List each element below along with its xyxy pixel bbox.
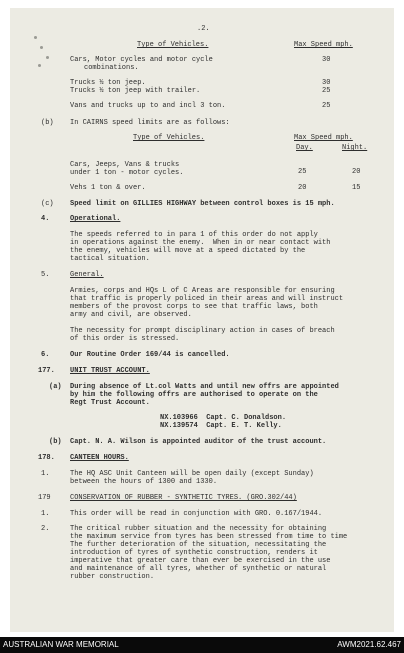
- para-text: Speed limit on GILLIES HIGHWAY between control boxes is 15 mph.: [70, 200, 335, 208]
- section-number: 179: [38, 494, 51, 502]
- section-number: 4.: [41, 215, 50, 223]
- para-text: In CAIRNS speed limits are as follows:: [70, 119, 230, 127]
- para-label: 2.: [41, 525, 50, 533]
- para-label: (c): [41, 200, 54, 208]
- section-title: Operational.: [70, 215, 121, 223]
- vehicle-type: Trucks ½ ton jeep with trailer.: [70, 87, 201, 95]
- body-line: Regt Trust Account.: [70, 399, 150, 407]
- night-speed-value: 20: [352, 168, 361, 176]
- max-speed-value: 25: [322, 102, 331, 110]
- footer-bar: [0, 637, 404, 653]
- para-label: 1.: [41, 470, 50, 478]
- body-line: the enemy, vehicles will move at a speed dictated by the: [70, 247, 306, 255]
- body-line: of this order is stressed.: [70, 335, 180, 343]
- body-line: between the hours of 1300 and 1330.: [70, 478, 218, 486]
- section-number: 177.: [38, 367, 55, 375]
- body-line: and maintenance of all tyres, whether of synthetic or natural: [70, 565, 327, 573]
- body-line: The further deterioration of the situation, necessitating the: [70, 541, 327, 549]
- para-label: (b): [41, 119, 54, 127]
- vehicle-type: Vans and trucks up to and incl 3 ton.: [70, 102, 226, 110]
- body-line: by him the following offrs are authorised to operate on the: [70, 391, 318, 399]
- para-label: 1.: [41, 510, 50, 518]
- body-line: The HQ ASC Unit Canteen will be open daily (except Sunday): [70, 470, 314, 478]
- punch-hole-mark: [40, 46, 43, 49]
- body-line: The speeds referred to in para 1 of this order do not apply: [70, 231, 318, 239]
- punch-hole-mark: [46, 56, 49, 59]
- day-speed-value: 25: [298, 168, 307, 176]
- body-line: army and civil, are observed.: [70, 311, 192, 319]
- body-line: Our Routine Order 169/44 is cancelled.: [70, 351, 230, 359]
- body-line: imperative that greater care than ever be exercised in the use: [70, 557, 331, 565]
- vehicles-header: Type of Vehicles.: [133, 134, 205, 142]
- vehicles-header: Type of Vehicles.: [137, 41, 209, 49]
- vehicle-type: Vehs 1 ton & over.: [70, 184, 146, 192]
- section-title: CONSERVATION OF RUBBER - SYNTHETIC TYRES. (GRO.302/44): [70, 494, 297, 502]
- body-line: rubber construction.: [70, 573, 155, 581]
- section-number: 6.: [41, 351, 50, 359]
- body-line: that traffic is properly policed in their areas and will instruct: [70, 295, 344, 303]
- footer-source: AUSTRALIAN WAR MEMORIAL: [3, 640, 119, 649]
- body-line: members of the provost corps to see that traffic laws, both: [70, 303, 318, 311]
- max-speed-value: 25: [322, 87, 331, 95]
- body-line: tactical situation.: [70, 255, 150, 263]
- max-speed-value: 30: [322, 56, 331, 64]
- body-line: This order will be read in conjunction with GRO. 0.167/1944.: [70, 510, 323, 518]
- max-speed-value: 30: [322, 79, 331, 87]
- body-line: in operations against the enemy. When in or near contact with: [70, 239, 331, 247]
- section-number: 5.: [41, 271, 50, 279]
- punch-hole-mark: [34, 36, 37, 39]
- vehicle-type: Trucks ½ ton jeep.: [70, 79, 146, 87]
- body-line: The necessity for prompt disciplinary action in cases of breach: [70, 327, 335, 335]
- vehicle-type: under 1 ton - motor cycles.: [70, 169, 184, 177]
- night-label: Night.: [342, 144, 368, 152]
- signatory: NX.103966 Capt. C. Donaldson.: [160, 414, 287, 422]
- night-speed-value: 15: [352, 184, 361, 192]
- body-line: Capt. N. A. Wilson is appointed auditor of the trust account.: [70, 438, 327, 446]
- vehicle-type: Cars, Motor cycles and motor cycle: [70, 56, 213, 64]
- section-number: 178.: [38, 454, 55, 462]
- para-label: (b): [49, 438, 62, 446]
- vehicle-type: Cars, Jeeps, Vans & trucks: [70, 161, 180, 169]
- body-line: The critical rubber situation and the necessity for obtaining: [70, 525, 327, 533]
- para-label: (a): [49, 383, 62, 391]
- max-speed-header: Max Speed mph.: [294, 41, 353, 49]
- body-line: During absence of Lt.col Watts and until new offrs are appointed: [70, 383, 339, 391]
- day-speed-value: 20: [298, 184, 307, 192]
- section-title: General.: [70, 271, 104, 279]
- punch-hole-mark: [38, 64, 41, 67]
- body-line: introduction of tyres of synthetic construction, renders it: [70, 549, 318, 557]
- signatory: NX.139574 Capt. E. T. Kelly.: [160, 422, 282, 430]
- body-line: Armies, corps and HQs L of C Areas are responsible for ensuring: [70, 287, 335, 295]
- section-title: CANTEEN HOURS.: [70, 454, 129, 462]
- max-speed-header: Max Speed mph.: [294, 134, 353, 142]
- body-line: the maximum service from tyres has been stressed from time to time: [70, 533, 348, 541]
- vehicle-type: combinations.: [84, 64, 139, 72]
- day-label: Day.: [296, 144, 313, 152]
- page-number: .2.: [197, 25, 210, 33]
- footer-accession-id: AWM2021.62.467: [337, 640, 401, 649]
- section-title: UNIT TRUST ACCOUNT.: [70, 367, 150, 375]
